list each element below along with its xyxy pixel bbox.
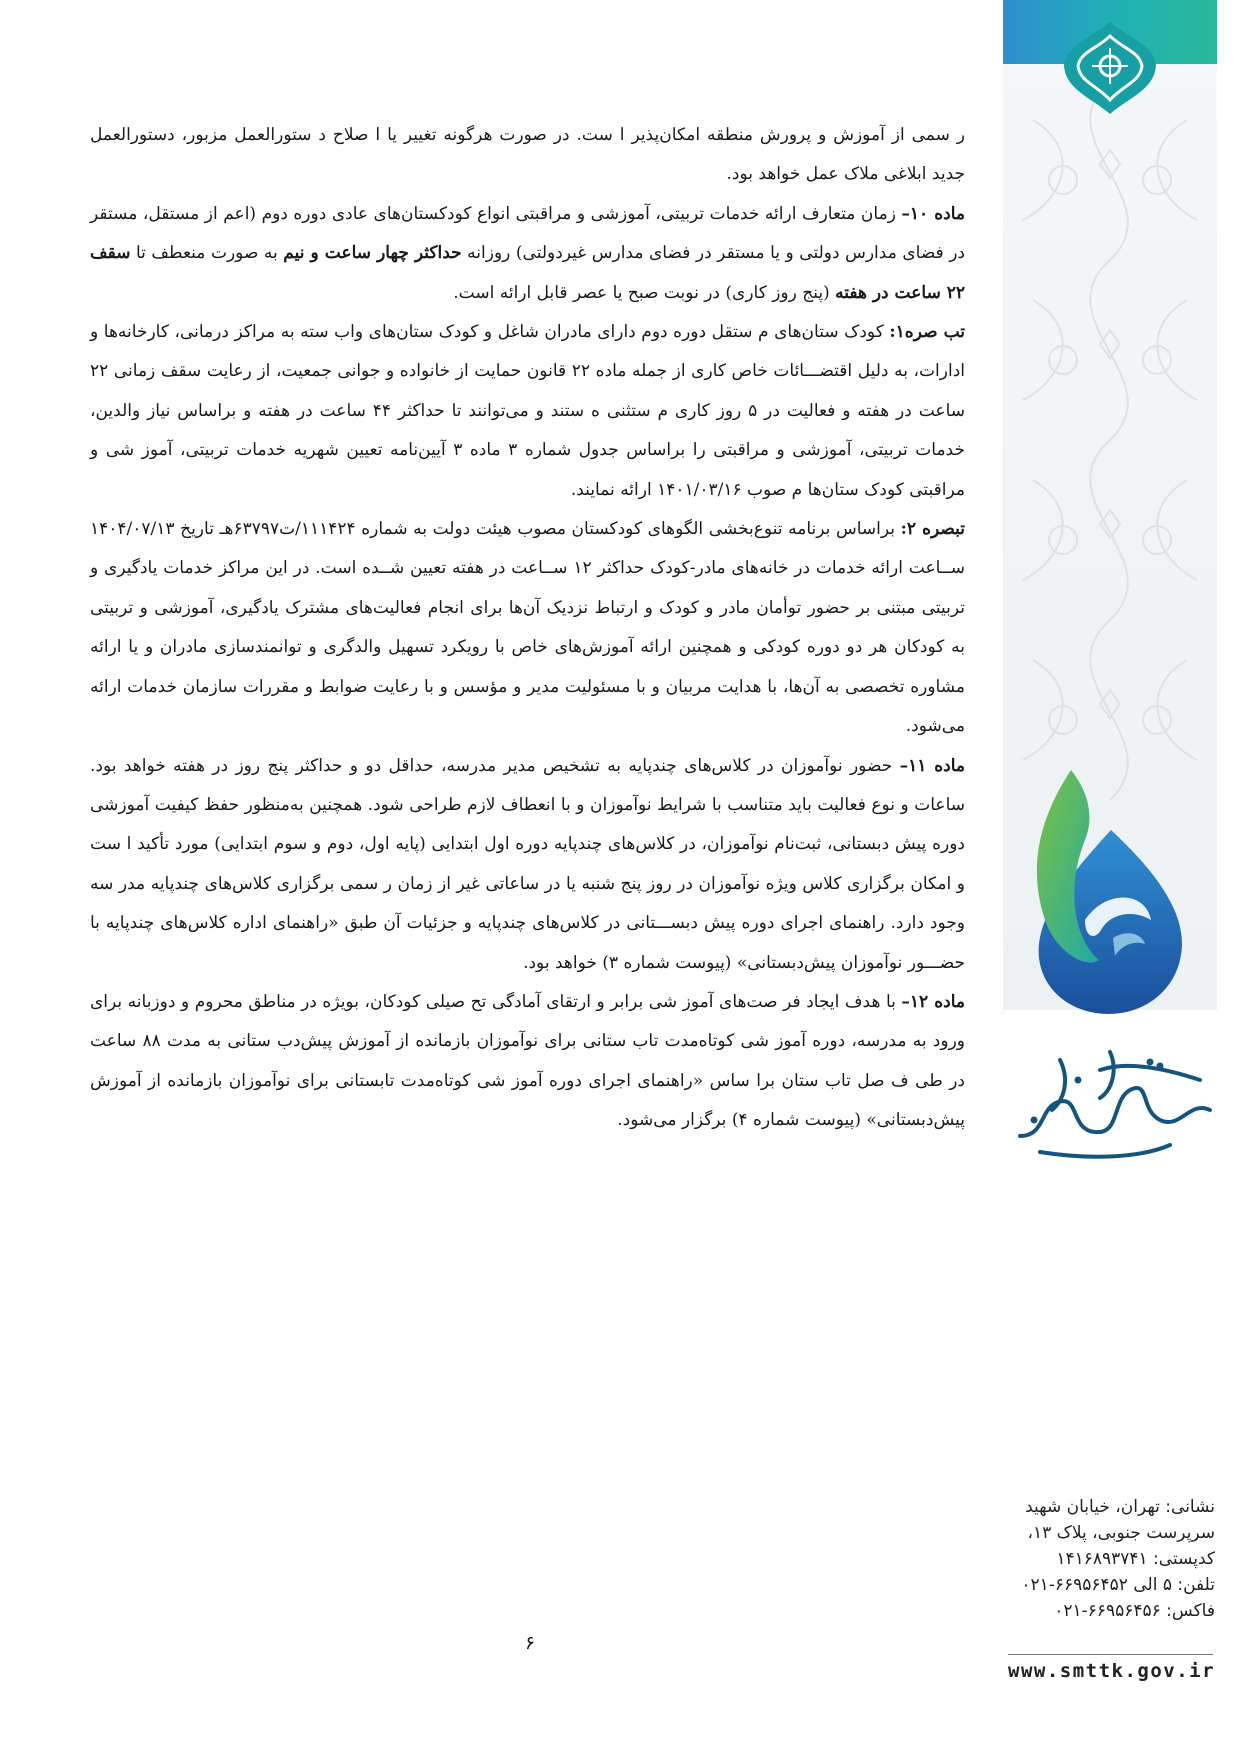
address-line-2: سرپرست جنوبی، پلاک ۱۳، <box>1027 1523 1215 1543</box>
website-divider <box>1008 1654 1213 1655</box>
note-2 <box>90 510 965 746</box>
intro-paragraph: ر سمی از آموزش و پرورش منطقه امکان‌پذیر ا ست. در صورت هرگونه تغییر یا ا صلاح د ستورالعمل مزبور، دستورالعمل جدید ابلاغی ملاک عمل خواهد بود. <box>90 125 965 185</box>
article-12-text: با هدف ایجاد فر صت‌های آموز شی برابر و ارتقای آمادگی تح صیلی کودکان، بویژه در مناطق محروم و دوزبانه برای ورود به مدرسه، دوره آموز شی کوتاه‌مدت تاب ستانی برای نوآموزان بازمانده از آموزش پیش‌دب ستانی به مدت ۸۸ ساعت در طی ف صل تاب ستان برا ساس «راهنمای اجرای دوره آموز شی کوتاه‌مدت تابستانی برای نوآموزان بازمانده از آموزش پیش‌دبستانی» (پیوست شماره ۴) برگزار می‌شود. <box>90 991 965 1131</box>
phone-number: تلفن: ۵ الی ۶۶۹۵۶۴۵۲-۰۲۱ <box>1021 1575 1215 1595</box>
article-11 <box>90 747 965 983</box>
postal-code: کدپستی: ۱۴۱۶۸۹۳۷۴۱ <box>1056 1549 1215 1569</box>
note-1-label: تب صره۱: <box>889 322 965 343</box>
article-10-label: ماده ۱۰– <box>901 203 965 224</box>
article-11-label: ماده ۱۱– <box>899 755 965 776</box>
note-2-label: تبصره ۲: <box>900 519 965 540</box>
fax-number: فاکس: ۶۶۹۵۶۴۵۶-۰۲۱ <box>1054 1601 1215 1621</box>
article-10-bold-1: حداکثر چهار ساعت و نیم <box>283 243 462 264</box>
article-10 <box>90 195 965 313</box>
article-12-label: ماده ۱۲– <box>901 991 965 1012</box>
document-body <box>90 116 965 1141</box>
note-2-text: براساس برنامه تنوع‌بخشی الگوهای کودکستان مصوب هیئت دولت به شماره ۱۱۱۴۲۴/ت۶۳۷۹۷هـ تاریخ ۱۴۰۴/۰۷/۱۳ ســاعت ارائه خدمات در خانه‌های مادر-کودک حداکثر ۱۲ ســاعت در هفته تعیین شــده است. در این مراکز خدمات یادگیری و تربیتی مبتنی بر حضور توأمان مادر و کودک و ارتباط نزدیک آن‌ها برای انجام فعالیت‌های مشترک یادگیری، آموزشی و تربیتی به کودکان هر دو دوره کودکی و همچنین ارائه آموزش‌های خاص با رویکرد تسهیل والدگری و توانمندسازی مادران و یا ارائه مشاوره تخصصی به آن‌ها، با هدایت مربیان و با مسئولیت مدیر و مؤسس و با رعایت ضوابط و مقررات سازمان خدمات ارائه می‌شود. <box>90 519 965 737</box>
water-drop-logo-icon <box>1015 770 1195 1020</box>
article-12 <box>90 983 965 1141</box>
article-10-text-2: به صورت منعطف تا <box>130 243 284 264</box>
note-1-text: کودک ستان‌های م ستقل دوره دوم دارای مادران شاغل و کودک ستان‌های واب سته به مراکز درمانی، کارخانه‌ها و ادارات، به دلیل اقتضـــائات خاص کاری از جمله ماده ۲۲ قانون حمایت از خانواده و جوانی جمعیت، از رعایت سقف زمانی ۲۲ ساعت در هفته و فعالیت در ۵ روز کاری م ستثنی ه ستند و می‌توانند تا حداکثر ۴۴ ساعت در هفته و براساس نیاز والدین، خدمات تربیتی، آموزشی و مراقبتی را براساس جدول شماره ۳ ماده ۳ آیین‌نامه تعیین شهریه خدمات تربیتی، آموز شی و مراقبتی کودک ستان‌ها م صوب ۱۴۰۱/۰۳/۱۶ ارائه نمایند. <box>90 322 965 500</box>
note-1 <box>90 313 965 510</box>
ornament-emblem-icon <box>1058 18 1162 118</box>
address-line-1: نشانی: تهران، خیابان شهید <box>1025 1497 1215 1517</box>
article-11-text: حضور نوآموزان در کلاس‌های چندپایه به تشخیص مدیر مدرسه، حداقل دو و حداکثر پنج روز در هفته خواهد بود. ساعات و نوع فعالیت باید متناسب با شرایط نوآموزان و با انعطاف لازم طراحی شود. همچنین به‌منظور حفظ کیفیت آموزشی دوره پیش دبستانی، ثبت‌نام نوآموزان، در کلاس‌های چندپایه دوره اول ابتدایی (پایه اول، دوم و سوم ابتدایی) مورد تأکید ا ست و امکان برگزاری کلاس ویژه نوآموزان در روز پنج شنبه یا در ساعاتی غیر از زمان ر سمی برگزاری کلاس‌های چندپایه مدر سه وجود دارد. راهنمای اجرای دوره پیش دبســـتانی در کلاس‌های چندپایه و جزئیات آن طبق «راهنمای اداره کلاس‌های چندپایه با حضـــور نوآموزان پیش‌دبستانی» (پیوست شماره ۳) خواهد بود. <box>90 755 965 973</box>
page-number: ۶ <box>524 1632 536 1654</box>
contact-info <box>1010 1494 1215 1624</box>
article-10-text-3: (پنج روز کاری) در نوبت صبح یا عصر قابل ارائه است. <box>453 282 836 303</box>
organization-calligraphy-logo <box>1000 1040 1222 1170</box>
website-link[interactable]: www.smttk.gov.ir <box>1008 1660 1216 1682</box>
article-10-text-1: زمان متعارف ارائه خدمات تربیتی، آموزشی و مراقبتی انواع کودکستان‌های عادی دوره دوم (اعم از مستقل، مستقر در فضای مدارس دولتی و یا مستقر در فضای مدارس غیردولتی) روزانه <box>90 203 966 264</box>
article-10-bold-2: سقف ۲۲ ساعت در هفته <box>90 243 965 303</box>
